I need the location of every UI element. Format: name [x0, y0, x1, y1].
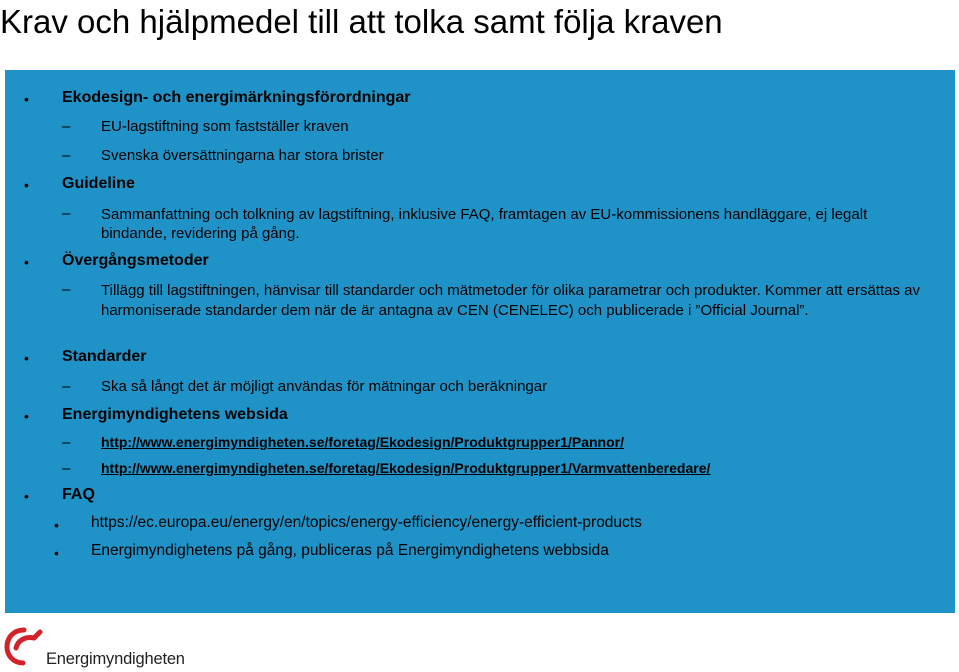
heading-overgangsmetoder: Övergångsmetoder: [62, 252, 209, 269]
heading-websida: Energimyndighetens websida: [62, 406, 288, 423]
page-title: Krav och hjälpmedel till att tolka samt följa kraven: [0, 3, 723, 40]
list-item: Tillägg till lagstiftningen, hänvisar till standarder och mätmetoder för olika parametrar och produkter. Kommer att ersättas av harmoniserade standarder dem när de är antagna av CEN (CENELEC) och publicerade i ”Official Journal”.: [101, 282, 920, 319]
heading-guideline: Guideline: [62, 175, 135, 192]
list-item: Sammanfattning och tolkning av lagstiftning, inklusive FAQ, framtagen av EU-kommissionens handläggare, ej legalt bindande, revidering på gång.: [101, 206, 868, 242]
link-varmvattenberedare[interactable]: http://www.energimyndigheten.se/foretag/Ekodesign/Produktgrupper1/Varmvattenberedare/: [101, 460, 711, 476]
energimyndigheten-logo-icon: [4, 626, 44, 670]
link-pannor[interactable]: http://www.energimyndigheten.se/foretag/Ekodesign/Produktgrupper1/Pannor/: [101, 434, 624, 450]
bullet-icon: •: [24, 91, 29, 107]
energimyndigheten-logo: [4, 626, 204, 670]
bullet-icon: •: [24, 350, 29, 366]
bullet-icon: •: [54, 517, 59, 533]
heading-ekodesign: Ekodesign- och energimärkningsförordningar: [62, 89, 411, 106]
dash-icon: –: [62, 147, 71, 164]
bullet-icon: •: [24, 254, 29, 270]
list-item: Svenska översättningarna har stora brister: [101, 147, 384, 164]
heading-standarder: Standarder: [62, 348, 147, 365]
dash-icon: –: [62, 378, 71, 395]
heading-faq: FAQ: [62, 486, 95, 503]
bullet-icon: •: [24, 177, 29, 193]
dash-icon: –: [62, 118, 71, 135]
faq-link-europa[interactable]: https://ec.europa.eu/energy/en/topics/energy-efficiency/energy-efficient-products: [91, 514, 642, 531]
dash-icon: –: [62, 434, 71, 451]
dash-icon: –: [62, 281, 71, 298]
list-item: Energimyndighetens på gång, publiceras på Energimyndighetens webbsida: [91, 542, 609, 559]
list-item: Ska så långt det är möjligt användas för mätningar och beräkningar: [101, 378, 548, 395]
list-item: EU-lagstiftning som fastställer kraven: [101, 118, 349, 135]
bullet-icon: •: [24, 488, 29, 504]
dash-icon: –: [62, 205, 71, 222]
bullet-icon: •: [54, 545, 59, 561]
logo-text: Energimyndigheten: [46, 650, 185, 668]
dash-icon: –: [62, 460, 71, 477]
bullet-icon: •: [24, 408, 29, 424]
